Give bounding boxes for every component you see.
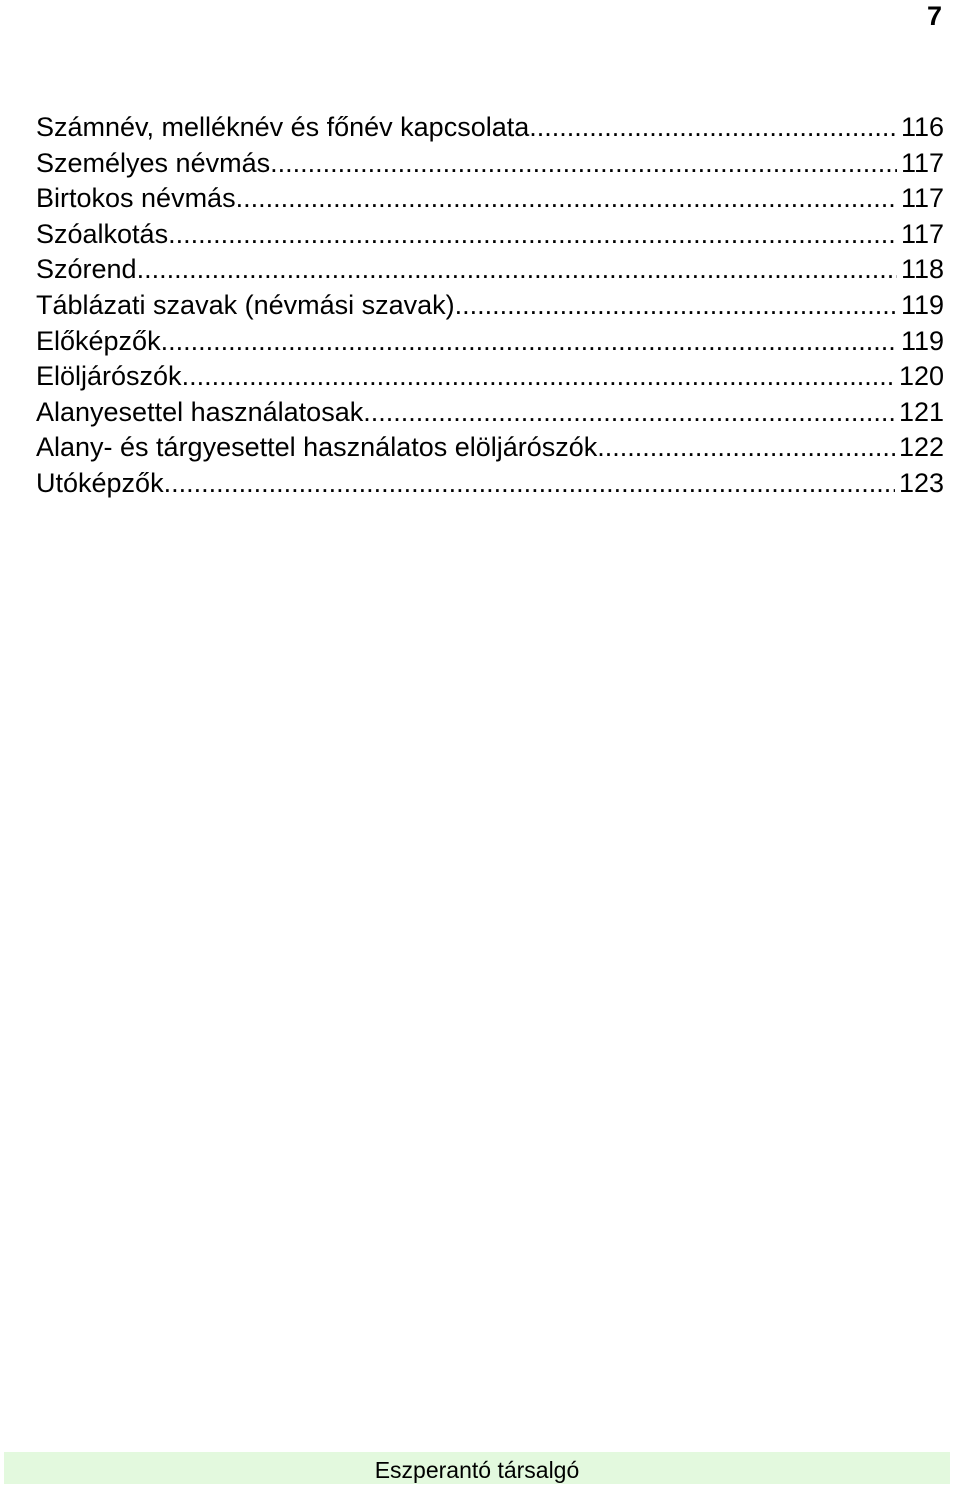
toc-dot-leader (462, 288, 897, 324)
toc-entry-title: Alanyesettel használatosak (36, 396, 364, 427)
toc-dot-leader (182, 359, 895, 395)
footer-title: Eszperantó társalgó (374, 1457, 580, 1483)
toc-entry-page: 123 (898, 467, 944, 498)
toc-entry-title: Számnév, melléknév és főnév kapcsolata (36, 112, 530, 142)
toc-entry-title: Elöljárószók (36, 361, 182, 392)
toc-dot-leader (168, 217, 897, 253)
toc-dot-leader (529, 110, 897, 146)
page-footer (4, 1452, 950, 1484)
toc-entry-page: 120 (898, 361, 944, 392)
toc-entry-page: 117 (900, 183, 944, 214)
toc-entry[interactable] (36, 466, 944, 502)
toc-entry[interactable] (36, 324, 944, 360)
table-of-contents (36, 110, 944, 502)
toc-dot-leader (236, 181, 897, 217)
toc-entry-title: Birtokos névmás (36, 183, 236, 214)
toc-entry-page: 119 (900, 325, 944, 356)
toc-entry[interactable] (36, 181, 944, 217)
toc-entry-page: 117 (900, 147, 944, 178)
toc-entry-title: Szórend (36, 254, 137, 285)
toc-entry[interactable] (36, 110, 944, 146)
toc-entry-page: 121 (898, 396, 944, 427)
toc-entry[interactable] (36, 217, 944, 253)
toc-entry-page: 119 (900, 289, 944, 320)
toc-entry-page: 116 (900, 112, 944, 142)
toc-dot-leader (164, 466, 895, 502)
toc-entry-page: 118 (900, 254, 944, 285)
toc-dot-leader (270, 146, 897, 182)
toc-entry[interactable] (36, 395, 944, 431)
toc-entry[interactable] (36, 430, 944, 466)
toc-entry-title: Alany- és tárgyesettel használatos elöljárószók (36, 432, 598, 463)
toc-dot-leader (363, 395, 895, 431)
toc-entry-title: Személyes névmás (36, 147, 271, 178)
toc-entry[interactable] (36, 288, 944, 324)
toc-dot-leader (161, 324, 897, 360)
toc-entry-title: Szóalkotás (36, 218, 169, 249)
toc-dot-leader (597, 430, 895, 466)
toc-entry[interactable] (36, 146, 944, 182)
toc-entry[interactable] (36, 252, 944, 288)
toc-entry-page: 117 (900, 218, 944, 249)
toc-entry-title: Előképzők (36, 325, 161, 356)
toc-entry-title: Utóképzők (36, 467, 164, 498)
toc-entry-title: Táblázati szavak (névmási szavak). (36, 289, 463, 320)
toc-dot-leader (137, 252, 897, 288)
toc-entry[interactable] (36, 359, 944, 395)
toc-entry-page: 122 (898, 432, 944, 463)
page-number: 7 (926, 1, 942, 31)
